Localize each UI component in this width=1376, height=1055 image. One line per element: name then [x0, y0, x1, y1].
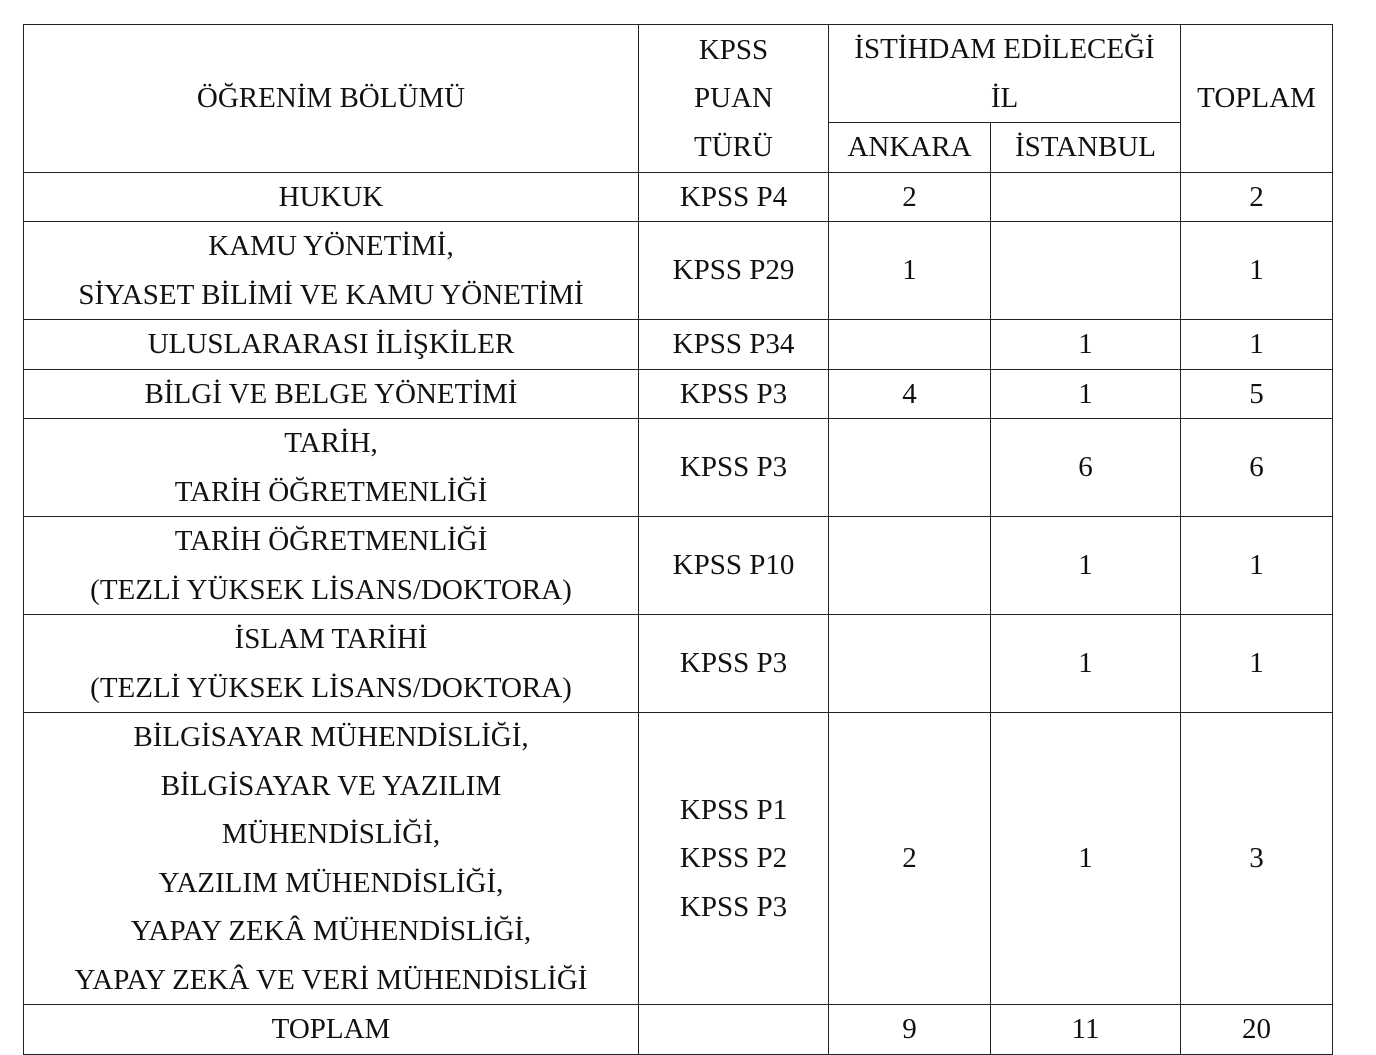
cell-kpss-puan-turu-line: KPSS P29: [672, 254, 795, 287]
cell-ogrenim-bolumu: [24, 369, 639, 419]
table-row: [24, 517, 1333, 615]
cell-kpss-puan-turu-line: KPSS P3: [679, 377, 788, 410]
cell-kpss-puan-turu-line: KPSS P2: [679, 842, 788, 875]
cell-toplam: 2: [1181, 172, 1333, 222]
cell-ogrenim-bolumu: [24, 320, 639, 370]
cell-kpss-puan-turu: [639, 320, 829, 370]
table-row: [24, 172, 1333, 222]
cell-kpss-puan-turu: [639, 172, 829, 222]
table-row: [24, 615, 1333, 713]
cell-ogrenim-bolumu-line: İSLAM TARİHİ: [234, 623, 428, 655]
cell-ogrenim-bolumu: [24, 517, 639, 615]
header-kpss-puan-turu: [639, 25, 829, 173]
cell-toplam: 1: [1181, 320, 1333, 370]
header-istihdam-line: İSTİHDAM EDİLECEĞİ: [854, 33, 1155, 65]
header-istanbul: İSTANBUL: [991, 123, 1181, 173]
cell-kpss-puan-turu: [639, 615, 829, 713]
cell-ogrenim-bolumu-line: TARİH ÖĞRETMENLİĞİ: [174, 475, 488, 508]
cell-kpss-puan-turu: [639, 369, 829, 419]
header-toplam: TOPLAM: [1181, 25, 1333, 173]
cell-ogrenim-bolumu: [24, 713, 639, 1005]
cell-ankara: 2: [829, 713, 991, 1005]
header-ogrenim-bolumu: ÖĞRENİM BÖLÜMÜ: [24, 25, 639, 173]
cell-toplam: 1: [1181, 615, 1333, 713]
cell-ankara: [829, 320, 991, 370]
cell-ogrenim-bolumu-line: (TEZLİ YÜKSEK LİSANS/DOKTORA): [90, 573, 572, 606]
cell-istanbul: 6: [991, 419, 1181, 517]
cell-toplam: 6: [1181, 419, 1333, 517]
total-puan: [639, 1005, 829, 1055]
total-istanbul: 11: [991, 1005, 1181, 1055]
position-table: [23, 24, 1333, 1055]
total-row: [24, 1005, 1333, 1055]
table-row: [24, 419, 1333, 517]
cell-ogrenim-bolumu: [24, 172, 639, 222]
header-ankara: ANKARA: [829, 123, 991, 173]
cell-ogrenim-bolumu-line: TARİH,: [284, 427, 378, 459]
cell-ogrenim-bolumu-line: YAPAY ZEKÂ VE VERİ MÜHENDİSLİĞİ: [74, 963, 588, 996]
cell-istanbul: 1: [991, 615, 1181, 713]
table-row: [24, 713, 1333, 1005]
cell-kpss-puan-turu-line: KPSS P1: [679, 793, 788, 826]
cell-ogrenim-bolumu-line: KAMU YÖNETİMİ,: [208, 230, 454, 262]
cell-ogrenim-bolumu-line: HUKUK: [278, 180, 384, 213]
cell-toplam: 3: [1181, 713, 1333, 1005]
cell-ogrenim-bolumu-line: SİYASET BİLİMİ VE KAMU YÖNETİMİ: [78, 278, 584, 311]
total-ankara: 9: [829, 1005, 991, 1055]
total-toplam: 20: [1181, 1005, 1333, 1055]
table-row: [24, 320, 1333, 370]
cell-toplam: 1: [1181, 517, 1333, 615]
cell-kpss-puan-turu: [639, 713, 829, 1005]
cell-toplam: 1: [1181, 222, 1333, 320]
cell-istanbul: [991, 222, 1181, 320]
cell-kpss-puan-turu-line: KPSS P4: [679, 180, 788, 213]
cell-ogrenim-bolumu: [24, 615, 639, 713]
table-row: [24, 369, 1333, 419]
cell-ogrenim-bolumu: [24, 222, 639, 320]
cell-ogrenim-bolumu-line: ULUSLARARASI İLİŞKİLER: [147, 328, 515, 360]
cell-istanbul: 1: [991, 713, 1181, 1005]
cell-ogrenim-bolumu-line: TARİH ÖĞRETMENLİĞİ: [174, 525, 488, 557]
cell-ankara: 2: [829, 172, 991, 222]
cell-kpss-puan-turu: [639, 517, 829, 615]
cell-kpss-puan-turu-line: KPSS P3: [679, 647, 788, 680]
cell-kpss-puan-turu-line: KPSS P3: [679, 890, 788, 923]
cell-ogrenim-bolumu: [24, 419, 639, 517]
cell-toplam: 5: [1181, 369, 1333, 419]
table-row: [24, 222, 1333, 320]
cell-ogrenim-bolumu-line: BİLGİ VE BELGE YÖNETİMİ: [144, 377, 518, 410]
cell-kpss-puan-turu-line: KPSS P10: [672, 549, 795, 582]
cell-kpss-puan-turu-line: KPSS P3: [679, 451, 788, 484]
cell-ogrenim-bolumu-line: (TEZLİ YÜKSEK LİSANS/DOKTORA): [90, 671, 572, 704]
cell-istanbul: 1: [991, 517, 1181, 615]
header-kpss-line: KPSS: [698, 33, 769, 66]
cell-istanbul: 1: [991, 320, 1181, 370]
cell-ogrenim-bolumu-line: BİLGİSAYAR MÜHENDİSLİĞİ,: [133, 721, 529, 753]
cell-ankara: [829, 517, 991, 615]
cell-ankara: 1: [829, 222, 991, 320]
cell-kpss-puan-turu: [639, 222, 829, 320]
header-row-1: [24, 25, 1333, 123]
cell-istanbul: [991, 172, 1181, 222]
header-turu-line: TÜRÜ: [694, 130, 773, 163]
total-label: TOPLAM: [24, 1005, 639, 1055]
cell-ogrenim-bolumu-line: MÜHENDİSLİĞİ,: [221, 818, 441, 850]
cell-ogrenim-bolumu-line: YAZILIM MÜHENDİSLİĞİ,: [158, 866, 504, 899]
header-il-line: İL: [990, 81, 1019, 114]
cell-kpss-puan-turu: [639, 419, 829, 517]
cell-ogrenim-bolumu-line: YAPAY ZEKÂ MÜHENDİSLİĞİ,: [130, 915, 532, 947]
cell-ankara: [829, 615, 991, 713]
cell-istanbul: 1: [991, 369, 1181, 419]
table-container: [23, 24, 1333, 1055]
header-istihdam-il: [829, 25, 1181, 123]
header-puan-line: PUAN: [694, 82, 773, 114]
cell-kpss-puan-turu-line: KPSS P34: [672, 328, 795, 360]
cell-ogrenim-bolumu-line: BİLGİSAYAR VE YAZILIM: [160, 769, 502, 802]
cell-ankara: [829, 419, 991, 517]
cell-ankara: 4: [829, 369, 991, 419]
